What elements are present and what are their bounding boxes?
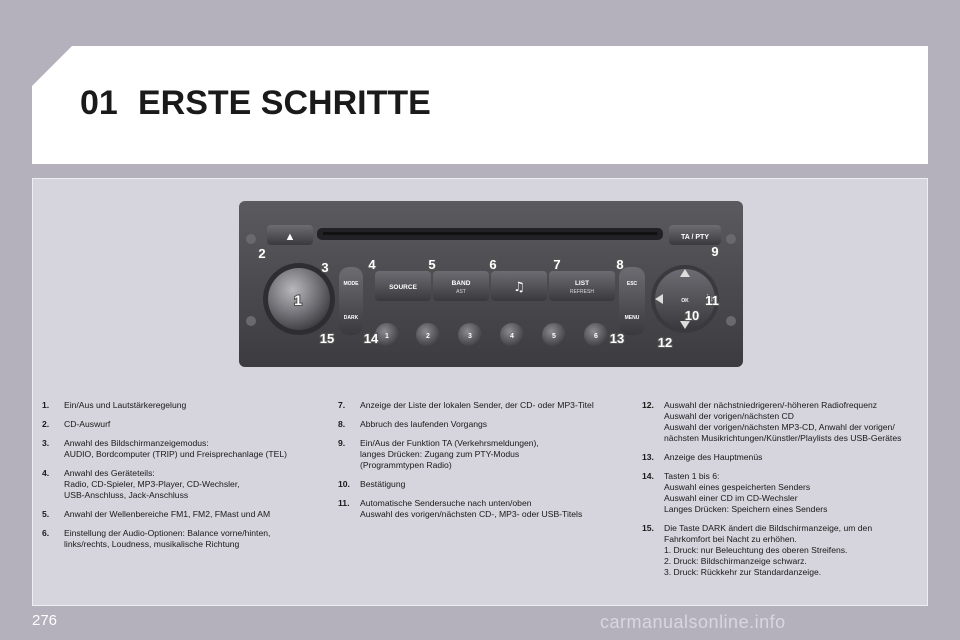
legend-item: 12. Auswahl der nächstniedrigeren/-höheren Radiofrequenz Auswahl der vorigen/nächsten CD Auswahl der vorigen/nächsten MP3-CD, Anwahl der vorigen/ nächsten Musikrichtungen/Künstler/Playlists des USB-Gerätes [642, 400, 902, 443]
preset-button-4[interactable] [500, 323, 524, 347]
eject-button[interactable] [267, 225, 313, 245]
preset-label: 5 [552, 333, 556, 340]
legend-item: 4. Anwahl des Geräteteils: Radio, CD-Spieler, MP3-Player, CD-Wechsler, USB-Anschluss, Jack-Anschluss [42, 468, 240, 500]
band-sub-label: AST [456, 289, 466, 295]
radio-illustration [239, 201, 743, 367]
preset-button-2[interactable] [416, 323, 440, 347]
legend-item: 6. Einstellung der Audio-Optionen: Balance vorne/hinten, links/rechts, Loudness, musikalische Richtung [42, 528, 271, 549]
esc-label: ESC [626, 281, 638, 287]
band-label: BAND [451, 280, 471, 287]
callout-6: 6 [489, 257, 497, 272]
legend-column-3 [642, 400, 924, 586]
legend-item: 2. CD-Auswurf [42, 419, 111, 429]
legend-item: 5. Anwahl der Wellenbereiche FM1, FM2, FMast und AM [42, 509, 271, 519]
chapter-title: ERSTE SCHRITTE [138, 84, 431, 122]
callout-4: 4 [368, 257, 376, 272]
legend-item: 3. Anwahl des Bildschirmanzeigemodus: AUDIO, Bordcomputer (TRIP) und Freisprechanlage (TEL) [42, 438, 288, 459]
mode-dark-rocker[interactable] [339, 267, 363, 335]
legend-column-2 [338, 400, 638, 528]
ta-pty-button[interactable] [669, 225, 721, 245]
dark-label: DARK [343, 315, 359, 321]
ok-button[interactable]: OK [681, 298, 689, 304]
preset-button-6[interactable] [584, 323, 608, 347]
watermark: carmanualsonline.info [600, 612, 786, 632]
source-button[interactable] [375, 271, 431, 301]
preset-label: 4 [510, 333, 514, 340]
legend-item: 13. Anzeige des Hauptmenüs [642, 452, 763, 462]
callout-10: 10 [684, 308, 700, 323]
preset-button-1[interactable] [375, 323, 399, 347]
preset-button-3[interactable] [458, 323, 482, 347]
callout-7: 7 [553, 257, 561, 272]
legend-item: 14. Tasten 1 bis 6: Auswahl eines gespeicherten Senders Auswahl einer CD im CD-Wechsler Langes Drücken: Speichern eines Senders [642, 471, 828, 514]
legend-item: 11. Automatische Sendersuche nach unten/oben Auswahl des vorigen/nächsten CD-, MP3- oder USB-Titels [338, 498, 583, 519]
callout-5: 5 [428, 257, 436, 272]
legend-item: 9. Ein/Aus der Funktion TA (Verkehrsmeldungen), langes Drücken: Zugang zum PTY-Modus (Programmtypen Radio) [338, 438, 539, 470]
eject-icon: ▲ [284, 231, 296, 243]
callout-12: 12 [657, 335, 673, 350]
menu-label: MENU [624, 315, 640, 321]
callout-15: 15 [319, 331, 335, 346]
esc-menu-rocker[interactable] [619, 267, 645, 335]
legend-item: 7. Anzeige der Liste der lokalen Sender, der CD- oder MP3-Titel [338, 400, 594, 410]
list-button[interactable] [549, 271, 615, 301]
legend-item: 15. Die Taste DARK ändert die Bildschirmanzeige, um den Fahrkomfort bei Nacht zu erhöhen. 1. Druck: nur Beleuchtung des oberen Streifens. 2. Druck: Bildschirmanzeige schwarz. 3. Druck: Rückkehr zur Standardanzeige. [642, 523, 873, 577]
ta-pty-label: TA / PTY [681, 234, 709, 241]
callout-11: 11 [705, 293, 719, 308]
callout-9: 9 [711, 244, 719, 259]
band-button[interactable] [433, 271, 489, 301]
source-label: SOURCE [389, 284, 417, 291]
preset-label: 2 [426, 333, 430, 340]
chapter-number: 01 [80, 84, 118, 122]
callout-8: 8 [616, 257, 624, 272]
callout-14: 14 [363, 331, 379, 346]
audio-settings-button[interactable] [491, 271, 547, 301]
preset-button-5[interactable] [542, 323, 566, 347]
refresh-label: REFRESH [570, 289, 594, 295]
music-note-icon: ♫ [513, 280, 525, 295]
preset-label: 1 [385, 333, 389, 340]
callout-13: 13 [609, 331, 625, 346]
legend-item: 1. Ein/Aus und Lautstärkeregelung [42, 400, 187, 410]
page-number: 276 [32, 612, 58, 629]
preset-label: 6 [594, 333, 598, 340]
preset-label: 3 [468, 333, 472, 340]
mode-label: MODE [343, 281, 359, 287]
callout-2: 2 [258, 246, 266, 261]
list-label: LIST [574, 280, 590, 287]
screw-icon [726, 316, 736, 326]
screw-icon [246, 234, 256, 244]
legend-item: 8. Abbruch des laufenden Vorgangs [338, 419, 488, 429]
legend-item: 10. Bestätigung [338, 479, 406, 489]
screw-icon [246, 316, 256, 326]
callout-3: 3 [321, 260, 329, 275]
legend-column-1 [42, 400, 332, 558]
screw-icon [726, 234, 736, 244]
callout-1: 1 [294, 292, 302, 308]
